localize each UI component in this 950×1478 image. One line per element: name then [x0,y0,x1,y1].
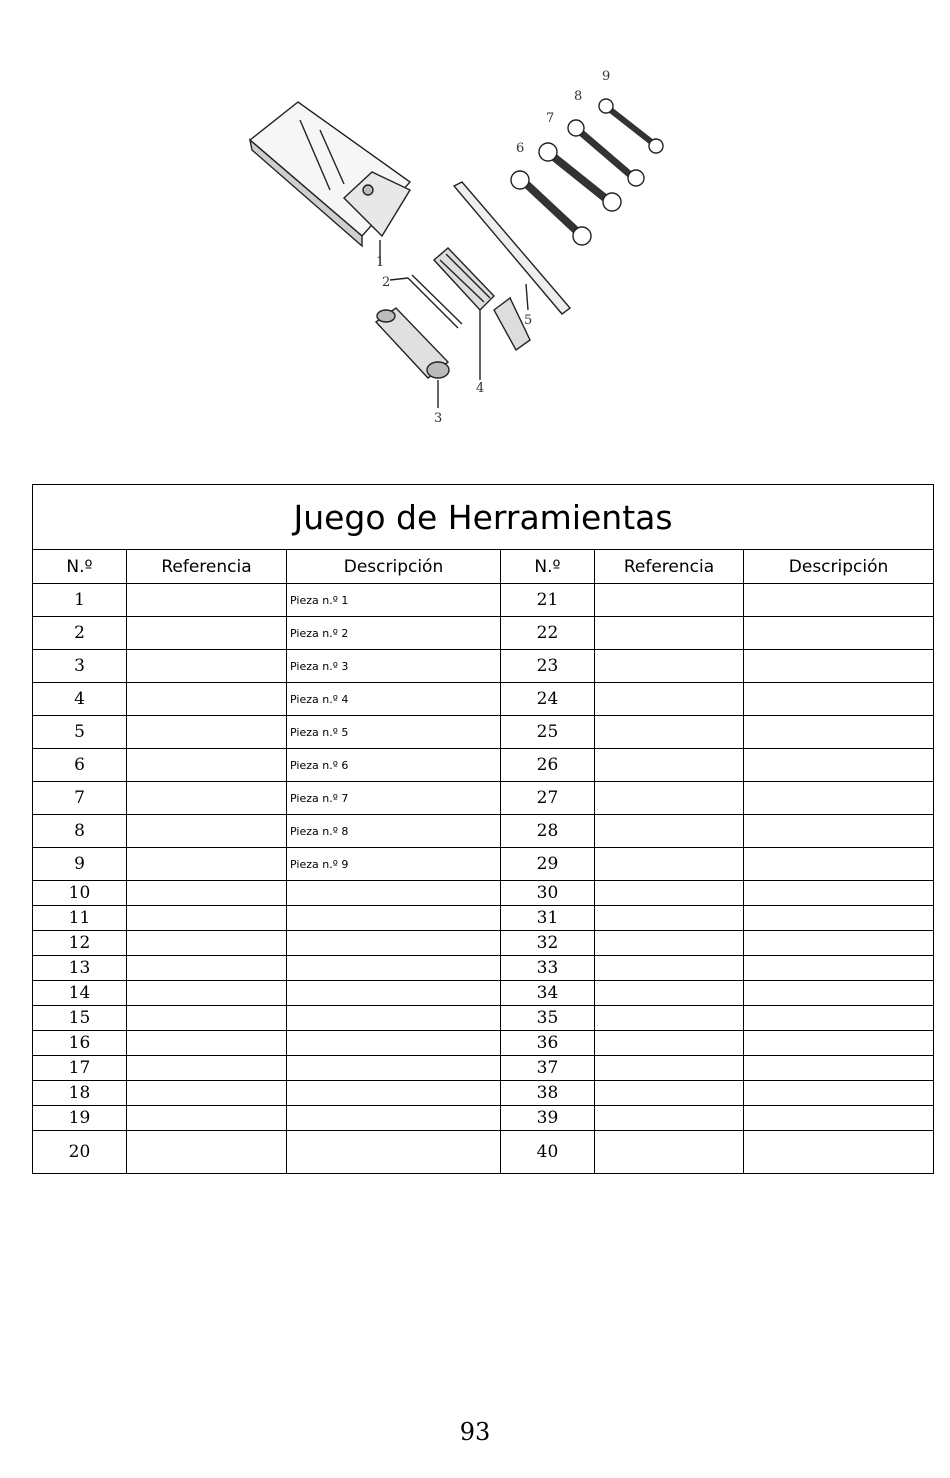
description-cell-left: Pieza n.º 6 [287,749,501,782]
reference-cell-left [127,1081,287,1106]
row-number-right: 28 [501,815,595,848]
reference-cell-left [127,617,287,650]
reference-cell-left [127,683,287,716]
description-cell-left [287,981,501,1006]
description-cell-left [287,956,501,981]
row-number-right: 30 [501,881,595,906]
header-reference-right: Referencia [595,550,744,584]
row-number-right: 39 [501,1106,595,1131]
table-row [33,584,934,617]
table-row [33,815,934,848]
callout-3: 3 [434,411,443,426]
table-row [33,1106,934,1131]
reference-cell-left [127,931,287,956]
table-row [33,1006,934,1031]
table-row [33,683,934,716]
description-cell-right [744,981,934,1006]
reference-cell-right [595,1006,744,1031]
description-cell-left [287,931,501,956]
reference-cell-left [127,650,287,683]
table-row [33,650,934,683]
row-number-left: 1 [33,584,127,617]
reference-cell-right [595,848,744,881]
description-cell-right [744,815,934,848]
table-row [33,956,934,981]
row-number-left: 4 [33,683,127,716]
row-number-right: 35 [501,1006,595,1031]
row-number-left: 9 [33,848,127,881]
row-number-right: 24 [501,683,595,716]
row-number-left: 16 [33,1031,127,1056]
row-number-left: 3 [33,650,127,683]
description-cell-right [744,650,934,683]
reference-cell-left [127,981,287,1006]
wrench-9-illustration [599,99,663,153]
row-number-right: 32 [501,931,595,956]
reference-cell-right [595,1106,744,1131]
reference-cell-right [595,931,744,956]
description-cell-left: Pieza n.º 2 [287,617,501,650]
header-description-left: Descripción [287,550,501,584]
description-cell-left: Pieza n.º 1 [287,584,501,617]
row-number-left: 2 [33,617,127,650]
description-cell-left [287,1056,501,1081]
row-number-left: 20 [33,1131,127,1174]
reference-cell-left [127,956,287,981]
row-number-right: 26 [501,749,595,782]
table-row [33,848,934,881]
reference-cell-right [595,881,744,906]
tool-pouch-illustration [250,102,410,266]
description-cell-left: Pieza n.º 4 [287,683,501,716]
row-number-left: 17 [33,1056,127,1081]
row-number-right: 22 [501,617,595,650]
callout-6: 6 [516,141,525,156]
description-cell-right [744,931,934,956]
reference-cell-left [127,815,287,848]
row-number-left: 10 [33,881,127,906]
description-cell-right [744,749,934,782]
row-number-right: 37 [501,1056,595,1081]
row-number-right: 31 [501,906,595,931]
table-row [33,881,934,906]
row-number-left: 11 [33,906,127,931]
row-number-left: 18 [33,1081,127,1106]
description-cell-right [744,956,934,981]
description-cell-left: Pieza n.º 7 [287,782,501,815]
description-cell-right [744,1131,934,1174]
description-cell-right [744,782,934,815]
reference-cell-left [127,848,287,881]
description-cell-right [744,716,934,749]
reference-cell-left [127,1056,287,1081]
page-number: 93 [459,1418,491,1446]
description-cell-left [287,1131,501,1174]
reference-cell-right [595,1081,744,1106]
reference-cell-right [595,749,744,782]
description-cell-right [744,1031,934,1056]
row-number-left: 19 [33,1106,127,1131]
table-body [33,584,934,1174]
reference-cell-right [595,1056,744,1081]
reference-cell-right [595,906,744,931]
header-reference-left: Referencia [127,550,287,584]
reference-cell-left [127,716,287,749]
row-number-right: 29 [501,848,595,881]
table-title: Juego de Herramientas [33,485,934,550]
description-cell-right [744,1056,934,1081]
callout-8: 8 [574,89,583,104]
reference-cell-left [127,1106,287,1131]
reference-cell-right [595,617,744,650]
reference-cell-right [595,584,744,617]
reference-cell-left [127,906,287,931]
callout-2: 2 [382,275,391,290]
reference-cell-right [595,815,744,848]
row-number-left: 6 [33,749,127,782]
description-cell-left: Pieza n.º 3 [287,650,501,683]
table-row [33,906,934,931]
row-number-left: 13 [33,956,127,981]
row-number-right: 21 [501,584,595,617]
description-cell-left: Pieza n.º 9 [287,848,501,881]
reference-cell-left [127,584,287,617]
description-cell-right [744,683,934,716]
description-cell-right [744,1106,934,1131]
row-number-right: 23 [501,650,595,683]
table-row [33,1056,934,1081]
table-row [33,1031,934,1056]
row-number-left: 5 [33,716,127,749]
row-number-left: 12 [33,931,127,956]
description-cell-left [287,1106,501,1131]
description-cell-right [744,1006,934,1031]
reference-cell-right [595,1131,744,1174]
callout-7: 7 [546,111,555,126]
reference-cell-right [595,716,744,749]
table-row [33,749,934,782]
description-cell-right [744,906,934,931]
reference-cell-left [127,782,287,815]
row-number-right: 38 [501,1081,595,1106]
row-number-right: 34 [501,981,595,1006]
description-cell-left: Pieza n.º 8 [287,815,501,848]
table-row [33,617,934,650]
row-number-right: 40 [501,1131,595,1174]
row-number-left: 14 [33,981,127,1006]
reference-cell-left [127,1006,287,1031]
header-number-right: N.º [501,550,595,584]
callout-5: 5 [524,313,533,328]
header-description-right: Descripción [744,550,934,584]
row-number-left: 15 [33,1006,127,1031]
table-row [33,1131,934,1174]
description-cell-right [744,617,934,650]
description-cell-left [287,1006,501,1031]
reference-cell-left [127,1031,287,1056]
reference-cell-right [595,981,744,1006]
description-cell-left [287,1081,501,1106]
callout-9: 9 [602,69,611,84]
description-cell-right [744,584,934,617]
tool-kit-diagram [240,60,680,440]
table-row [33,981,934,1006]
row-number-right: 33 [501,956,595,981]
table-row [33,931,934,956]
reference-cell-right [595,683,744,716]
description-cell-left [287,1031,501,1056]
reference-cell-right [595,782,744,815]
header-number-left: N.º [33,550,127,584]
row-number-right: 36 [501,1031,595,1056]
row-number-right: 25 [501,716,595,749]
reference-cell-left [127,1131,287,1174]
description-cell-right [744,881,934,906]
row-number-left: 7 [33,782,127,815]
header-row [33,550,934,584]
description-cell-left [287,906,501,931]
description-cell-left [287,881,501,906]
box-spanner-illustration [376,308,449,408]
reference-cell-right [595,650,744,683]
description-cell-left: Pieza n.º 5 [287,716,501,749]
description-cell-right [744,1081,934,1106]
row-number-right: 27 [501,782,595,815]
table-row [33,716,934,749]
description-cell-right [744,848,934,881]
callout-4: 4 [476,381,485,396]
table-row [33,782,934,815]
reference-cell-right [595,1031,744,1056]
table-row [33,1081,934,1106]
row-number-left: 8 [33,815,127,848]
reference-cell-left [127,881,287,906]
callout-1: 1 [376,255,385,270]
tools-table [32,484,934,1174]
reference-cell-left [127,749,287,782]
reference-cell-right [595,956,744,981]
